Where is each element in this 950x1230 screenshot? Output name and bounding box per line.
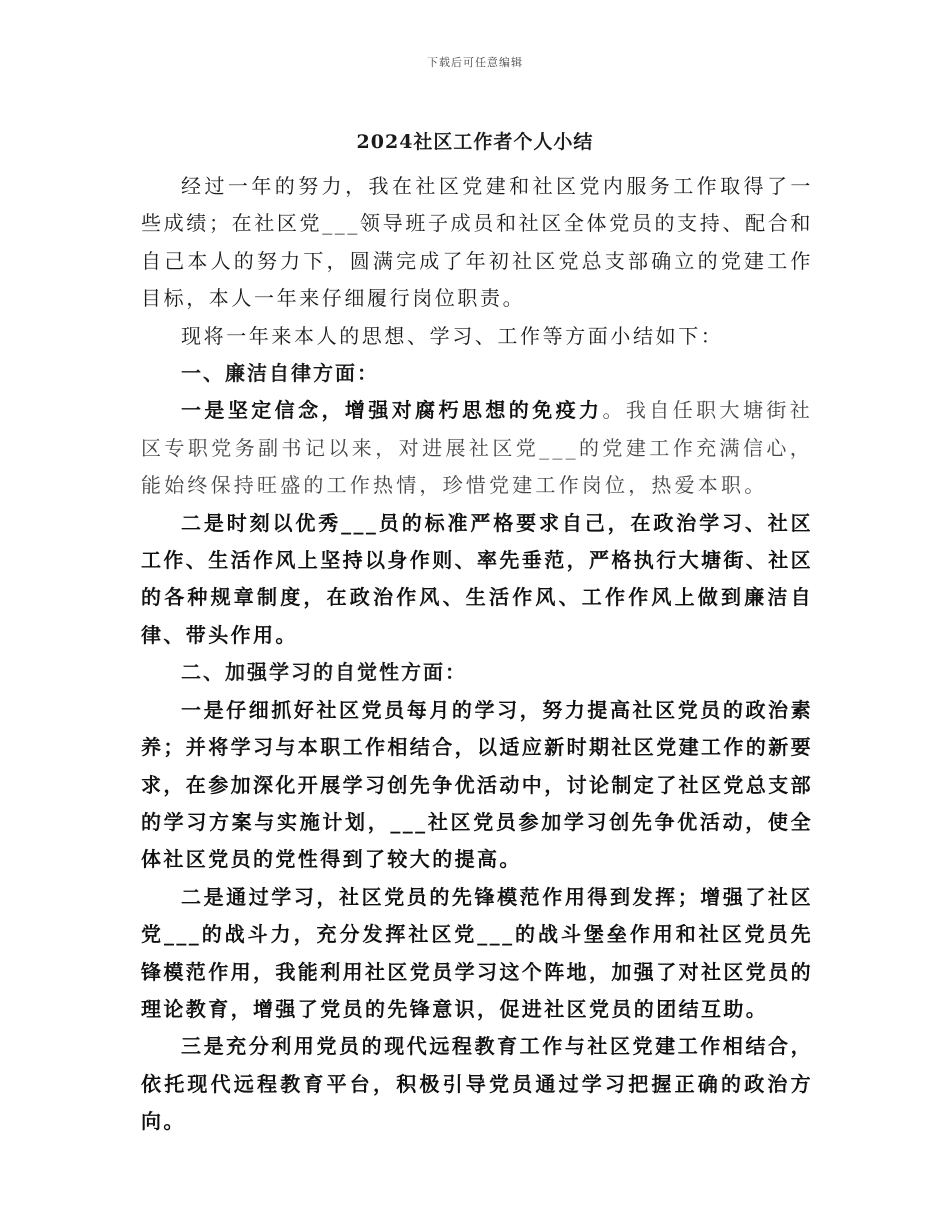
paragraph-belief: [141, 392, 813, 504]
paragraph-vanguard: 二是通过学习，社区党员的先锋模范作用得到发挥；增强了社区党___的战斗力，充分发挥社区党___的战斗堡垒作用和社区党员先锋模范作用，我能利用社区党员学习这个阵地，加强了对社区党员的理论教育，增强了党员的先锋意识，促进社区党员的团结互助。: [141, 884, 813, 1021]
paragraph-belief-body: 。我自任职大塘街社区专职党务副书记以来，对进展社区党___的党建工作充满信心，能始终保持旺盛的工作热情，珍惜党建工作岗位，热爱本职。: [141, 398, 813, 498]
section-heading-integrity: 一、廉洁自律方面：: [181, 361, 379, 386]
paragraph-intro: 经过一年的努力，我在社区党建和社区党内服务工作取得了一些成绩；在社区党___领导班子成员和社区全体党员的支持、配合和自己本人的努力下，圆满完成了年初社区党总支部确立的党建工作目标，本人一年来仔细履行岗位职责。: [141, 174, 813, 311]
paragraph-remote-education: 三是充分利用党员的现代远程教育工作与社区党建工作相结合，依托现代远程教育平台，积极引导党员通过学习把握正确的政治方向。: [141, 1034, 813, 1134]
paragraph-monthly-study: 一是仔细抓好社区党员每月的学习，努力提高社区党员的政治素养；并将学习与本职工作相结合，以适应新时期社区党建工作的新要求，在参加深化开展学习创先争优活动中，讨论制定了社区党总支部的学习方案与实施计划，___社区党员参加学习创先争优活动，使全体社区党员的党性得到了较大的提高。: [141, 697, 813, 872]
document-body: [141, 168, 813, 1141]
document-title: 2024社区工作者个人小结: [356, 131, 594, 153]
paragraph-summary-lead: 现将一年来本人的思想、学习、工作等方面小结如下：: [181, 323, 724, 348]
section-heading-study: 二、加强学习的自觉性方面：: [181, 660, 467, 685]
paragraph-standard: 二是时刻以优秀___员的标准严格要求自己，在政治学习、社区工作、生活作风上坚持以身作则、率先垂范，严格执行大塘街、社区的各种规章制度，在政治作风、生活作风、工作作风上做到廉洁自律、带头作用。: [141, 510, 813, 647]
header-note: 下载后可任意编辑: [427, 56, 523, 69]
paragraph-belief-lead: 一是坚定信念，增强对腐朽思想的免疫力: [181, 398, 603, 423]
